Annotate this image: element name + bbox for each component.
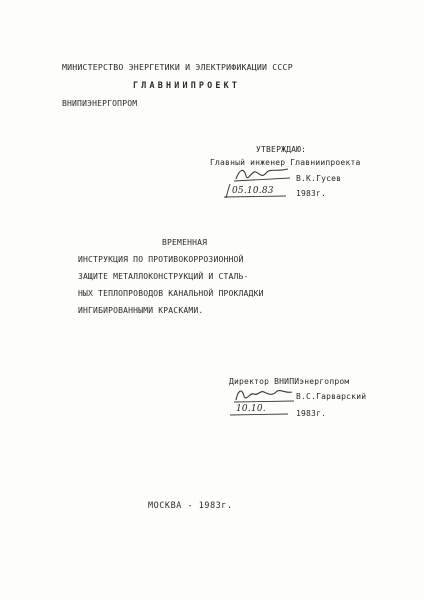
approval-label: УТВЕРЖДАЮ: — [256, 145, 307, 154]
director-date-handwritten: 10.10. — [236, 404, 266, 414]
approval-year: 1983г. — [296, 189, 327, 198]
director-name: В.С.Гарварский — [296, 392, 367, 401]
title-line-5: ИНГИБИРОВАННЫМИ КРАСКАМИ. — [78, 306, 204, 315]
title-line-4: НЫХ ТЕПЛОПРОВОДОВ КАНАЛЬНОЙ ПРОКЛАДКИ — [78, 289, 264, 298]
approval-date-underline — [222, 182, 288, 200]
organization-heading: ГЛАВНИИПРОЕКТ — [133, 80, 241, 90]
city-year: МОСКВА - 1983г. — [148, 500, 233, 510]
director-position: Директор ВНИПИэнергопром — [229, 377, 350, 386]
approval-position: Главный инженер Главниипроекта — [210, 158, 361, 167]
director-year: 1983г. — [296, 409, 327, 418]
title-line-1: ВРЕМЕННАЯ — [162, 238, 208, 247]
institute-heading: ВНИПИЭНЕРГОПРОМ — [62, 99, 138, 108]
approval-name: В.К.Гусев — [296, 174, 342, 183]
ministry-heading: МИНИСТЕРСТВО ЭНЕРГЕТИКИ И ЭЛЕКТРИФИКАЦИИ СССР — [62, 62, 293, 72]
title-line-2: ИНСТРУКЦИЯ ПО ПРОТИВОКОРРОЗИОННОЙ — [78, 255, 244, 264]
approval-date-handwritten: 05.10.83 — [232, 186, 274, 196]
approval-signature — [232, 164, 292, 184]
title-line-3: ЗАЩИТЕ МЕТАЛЛОКОНСТРУКЦИЙ И СТАЛЬ- — [78, 272, 249, 281]
director-date-underline — [228, 402, 290, 418]
